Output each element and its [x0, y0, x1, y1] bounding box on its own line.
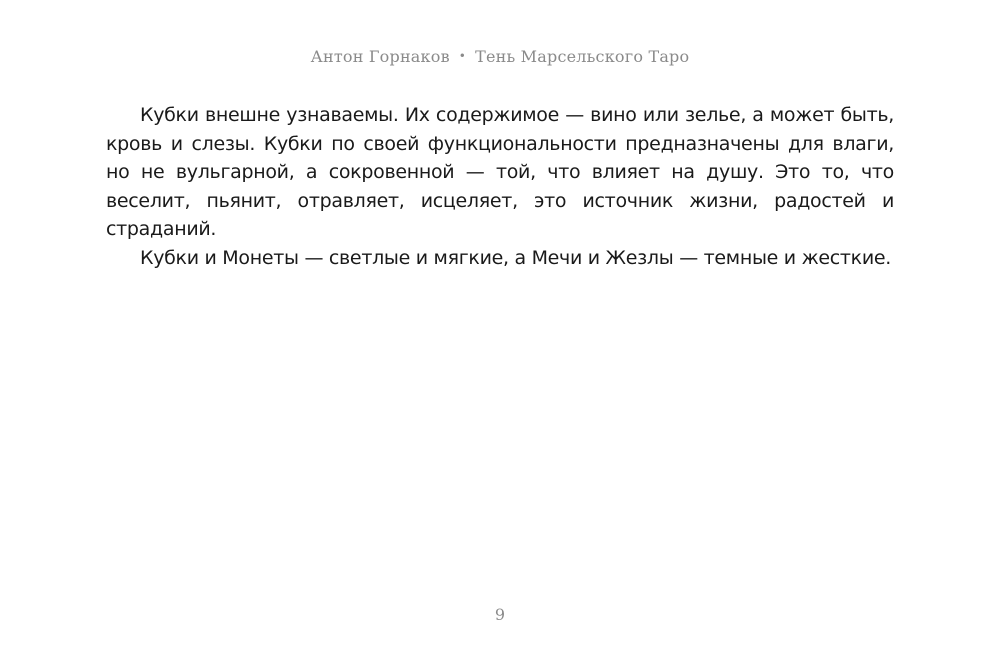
running-header — [0, 47, 1000, 66]
header-book-title: Тень Марсельского Таро — [475, 47, 690, 66]
header-author: Антон Горнаков — [310, 47, 450, 66]
body-text — [106, 101, 894, 273]
header-separator: • — [458, 49, 467, 63]
paragraph: Кубки и Монеты — светлые и мягкие, а Мечи и Жезлы — темные и жесткие. — [140, 246, 892, 269]
page-number: 9 — [494, 605, 506, 624]
paragraph: Кубки внешне узнаваемы. Их содержимое — вино или зелье, а может быть, кровь и слезы. Кубки по своей функциональности предназначены для влаги, но не вульгарной, а сокровенной — той, что влияет на душу. Это то, что веселит, пьянит, отравляет, исцеляет, это источник жизни, радостей и страданий. — [106, 104, 894, 241]
